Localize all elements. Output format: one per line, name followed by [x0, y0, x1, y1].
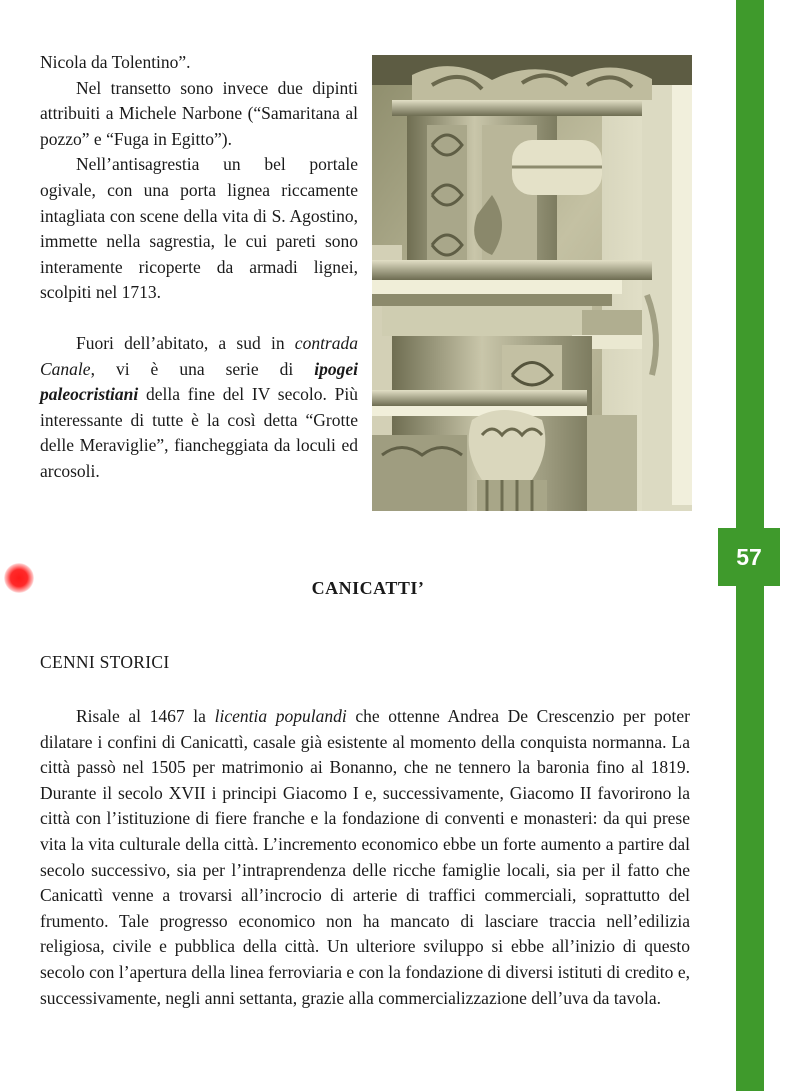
section-subtitle: CENNI STORICI — [40, 652, 170, 672]
paragraph-2: Nel transetto sono invece due dipinti attribuiti a Michele Narbone (“Samaritana al pozzo” e “Fuga in Egitto”). — [40, 77, 358, 149]
p4-text-start: Fuori dell’abitato, a sud in — [76, 332, 295, 353]
history-italic-term: licentia populandi — [214, 706, 347, 726]
p4-italic-place: contrada Canale — [40, 332, 358, 379]
history-paragraph — [40, 704, 690, 1011]
p4-text-mid: , vi è una serie di — [90, 358, 315, 379]
p4-text-end: della fine del IV secolo. Più interessante di tutte è la così detta “Grotte delle Meraviglie”, fiancheggiata da loculi ed arcosoli. — [40, 384, 358, 481]
left-text-column — [40, 50, 358, 485]
page-number: 57 — [736, 543, 762, 570]
paragraph-4 — [40, 331, 358, 485]
baroque-stucco-architecture-photo — [372, 55, 692, 511]
paragraph-3: Nell’antisagrestia un bel portale ogivale, con una porta lignea riccamente intagliata con scene della vita di S. Agostino, immette nella sagrestia, le cui pareti sono interamente ricoperte da armadi lignei, scolpiti nel 1713. — [40, 154, 358, 303]
main-body — [40, 704, 690, 1011]
history-text-end: che ottenne Andrea De Crescenzio per poter dilatare i confini di Canicattì, casale già esistente al momento della conquista normanna. La città passò nel 1505 per matrimonio ai Bonanno, che ne tennero la baronia fino al 1819. Durante il secolo XVII i principi Giacomo I e, successivamente, Giacomo II favorirono la città con l’istituzione di fiere franche e la fondazione di conventi e monasteri: da qui prese vita la vita culturale della città. L’incremento economico ebbe un forte aumento a partire dal secolo successivo, sia per l’intraprendenza delle ricche famiglie locali, sia per il fatto che Canicattì venne a trovarsi all’incrocio di arterie di traffici commerciali, soprattutto del frumento. Tale progresso economico non ha mancato di lasciare traccia nell’edilizia religiosa, civile e pubblica della città. Un ulteriore sviluppo si ebbe all’inizio di questo secolo con l’apertura della linea ferroviaria e con la fondazione di diversi istituti di credito e, successivamente, negli anni settanta, grazie alla commercializzazione dell’uva da tavola. — [40, 706, 690, 1008]
section-title: CANICATTI’ — [311, 578, 425, 598]
paragraph-1: Nicola da Tolentino”. — [40, 52, 191, 72]
architecture-photo — [372, 55, 692, 511]
history-text-start: Risale al 1467 la — [76, 706, 215, 726]
p4-bold-italic-term: ipogei paleocristiani — [40, 358, 358, 405]
